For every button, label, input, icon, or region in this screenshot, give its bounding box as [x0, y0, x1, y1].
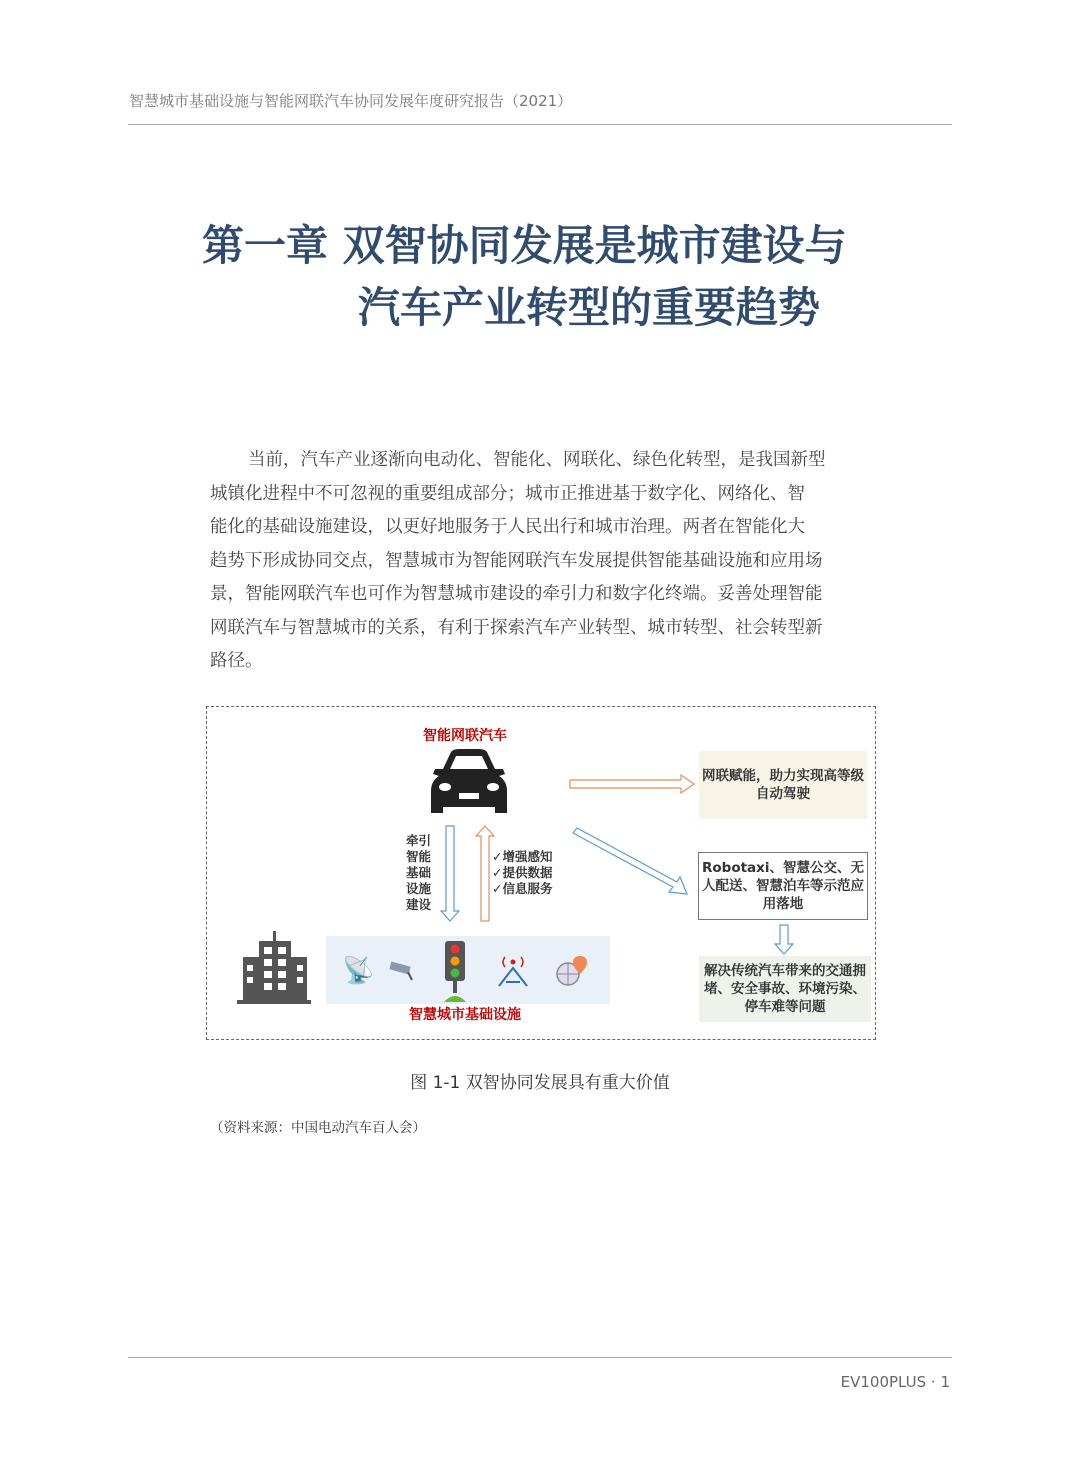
up-label [492, 849, 552, 897]
down-label-line: 基础 [406, 865, 432, 880]
up-label-line: ✓信息服务 [492, 881, 553, 896]
chapter-title-line1: 第一章 双智协同发展是城市建设与 [202, 221, 847, 270]
paragraph-line: 景，智能网联汽车也可作为智慧城市建设的牵引力和数字化终端。妥善处理智能 [210, 584, 823, 604]
camera-icon [388, 960, 416, 982]
satellite-dish-icon: 📡 [342, 956, 375, 986]
infrastructure-panel [326, 936, 610, 1004]
car-icon [423, 747, 515, 817]
arrow-down-small-blue [774, 924, 794, 956]
paragraph-line: 网联汽车与智慧城市的关系，有利于探索汽车产业转型、城市转型、社会转型新 [210, 617, 823, 638]
chapter-title-line2: 汽车产业转型的重要趋势 [358, 283, 821, 332]
down-label [406, 833, 436, 913]
paragraph-line: 路径。 [210, 651, 263, 671]
down-label-line: 设施 [406, 881, 432, 896]
down-label-line: 牵引 [406, 833, 432, 848]
traffic-light-icon [440, 940, 470, 1002]
down-label-line: 建设 [406, 897, 432, 912]
arrow-right-orange [569, 773, 697, 795]
up-label-line: ✓增强感知 [492, 849, 553, 864]
running-header: 智慧城市基础设施与智能网联汽车协同发展年度研究报告（2021） [129, 92, 573, 110]
benefit-box-applications: Robotaxi、智慧公交、无人配送、智慧泊车等示范应用落地 [698, 852, 868, 920]
paragraph-line: 当前，汽车产业逐渐向电动化、智能化、网联化、绿色化转型，是我国新型 [248, 450, 826, 470]
page-number: EV100PLUS · 1 [840, 1373, 950, 1391]
arrow-down-blue [440, 825, 460, 923]
globe-location-icon [554, 954, 588, 988]
figure-source: （资料来源：中国电动汽车百人会） [210, 1120, 426, 1136]
building-icon [237, 931, 311, 1005]
car-label: 智能网联汽车 [423, 728, 507, 744]
paragraph-line: 城镇化进程中不可忽视的重要组成部分；城市正推进基于数字化、网络化、智 [210, 483, 805, 504]
benefit-box-autonomous: 网联赋能，助力实现高等级自动驾驶 [699, 751, 867, 819]
paragraph-line: 趋势下形成协同交点，智慧城市为智能网联汽车发展提供智能基础设施和应用场 [210, 550, 823, 571]
figure-diagram [206, 706, 876, 1040]
benefit-box-problems: 解决传统汽车带来的交通拥堵、安全事故、环境污染、停车难等问题 [699, 956, 871, 1022]
footer-divider [128, 1357, 952, 1358]
down-label-line: 智能 [406, 849, 432, 864]
body-paragraph [210, 444, 890, 679]
figure-caption: 图 1-1 双智协同发展具有重大价值 [410, 1073, 670, 1093]
header-divider [128, 124, 952, 125]
paragraph-line: 能化的基础设施建设，以更好地服务于人民出行和城市治理。两者在智能化大 [210, 517, 805, 537]
arrow-diagonal-blue [571, 827, 691, 897]
up-label-line: ✓提供数据 [492, 865, 553, 880]
infrastructure-label: 智慧城市基础设施 [409, 1007, 521, 1023]
signal-tower-icon [496, 954, 530, 988]
